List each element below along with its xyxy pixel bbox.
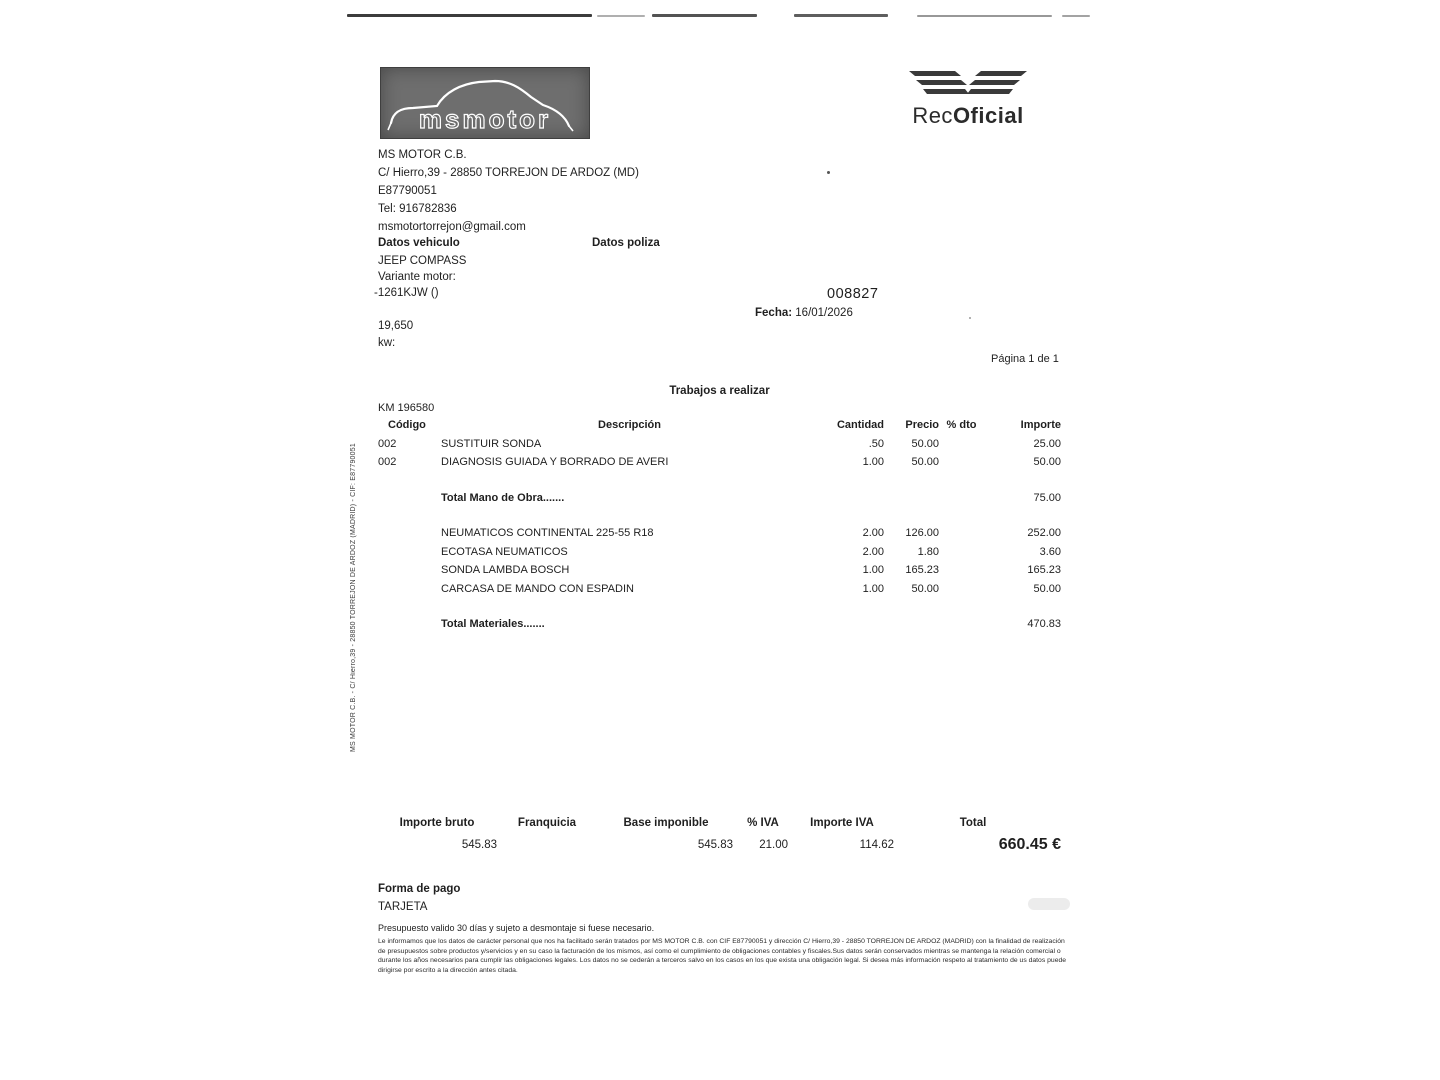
- work-section-title: Trabajos a realizar: [669, 385, 770, 397]
- cell-code: 002: [378, 437, 397, 450]
- payment-method-value: TARJETA: [378, 901, 428, 913]
- cell-desc: NEUMATICOS CONTINENTAL 225-55 R18: [441, 527, 654, 539]
- vertical-margin-text: MS MOTOR C.B. - C/ Hierro,39 - 28850 TORREJON DE ARDOZ (MADRID) - CIF: E87790051: [350, 443, 357, 752]
- col-header-code: Código: [388, 419, 426, 431]
- table-header-row: [378, 419, 1061, 438]
- vat-amount-label: Importe IVA: [810, 817, 874, 829]
- labor-total-label: Total Mano de Obra.......: [441, 491, 565, 504]
- brand-oficial: Oficial: [952, 103, 1024, 128]
- cell-desc: SUSTITUIR SONDA: [441, 437, 542, 450]
- msmotor-logo: [380, 67, 590, 139]
- policy-section-label: Datos poliza: [592, 237, 660, 249]
- cell-amount: 165.23: [1027, 564, 1061, 576]
- materials-total-label: Total Materiales.......: [441, 618, 545, 630]
- total-label: Total: [959, 817, 987, 829]
- recoficial-brand: [898, 68, 1038, 129]
- cell-amount: 252.00: [1027, 527, 1061, 539]
- cell-price: 126.00: [905, 527, 939, 539]
- company-name: MS MOTOR C.B.: [378, 149, 467, 161]
- col-header-dto: % dto: [946, 419, 977, 431]
- company-block: [378, 146, 639, 236]
- payment-method-label: Forma de pago: [378, 883, 461, 895]
- col-header-price: Precio: [905, 419, 939, 431]
- cell-price: 50.00: [911, 437, 939, 450]
- base-label: Base imponible: [623, 817, 709, 829]
- table-row: [378, 546, 1061, 565]
- cell-qty: 1.00: [862, 456, 884, 468]
- legal-text: [378, 937, 1070, 975]
- cell-qty: 1.00: [862, 564, 884, 576]
- cell-desc: ECOTASA NEUMATICOS: [441, 545, 568, 558]
- cell-amount: 25.00: [1033, 437, 1061, 450]
- vehicle-section-label: Datos vehiculo: [378, 237, 460, 249]
- company-cif: E87790051: [378, 185, 437, 197]
- car-silhouette-icon: [381, 68, 589, 138]
- brand-rec: Rec: [912, 103, 953, 128]
- odometer-km: KM 196580: [378, 402, 435, 414]
- vat-pct-label: % IVA: [747, 817, 779, 829]
- engine-variant-label: Variante motor:: [378, 271, 456, 283]
- labor-total-value: 75.00: [1033, 491, 1061, 504]
- page-indicator: Página 1 de 1: [991, 353, 1059, 365]
- vehicle-extra-value: 19,650: [378, 320, 414, 332]
- cell-price: 1.80: [917, 545, 939, 558]
- company-phone: Tel: 916782836: [378, 203, 457, 215]
- cell-price: 50.00: [911, 456, 939, 468]
- base-value: 545.83: [697, 839, 733, 851]
- legal-line: durante los años necesarios para cumplir las obligaciones legales. Los datos no se cederán a terceros salvo en los casos en los que exista una obligación legal. Si desea más información respeto al tratamiento de us datos puede: [378, 957, 1067, 965]
- cell-desc: SONDA LAMBDA BOSCH: [441, 564, 570, 576]
- cell-qty: 2.00: [862, 545, 884, 558]
- table-row: [378, 527, 1061, 546]
- cell-qty: .50: [868, 437, 884, 450]
- table-row: [378, 564, 1061, 583]
- scan-speck: [827, 171, 830, 174]
- company-address: C/ Hierro,39 - 28850 TORREJON DE ARDOZ (MD): [378, 167, 639, 179]
- table-row: [378, 438, 1061, 457]
- col-header-desc: Descripción: [598, 419, 661, 431]
- date-label: Fecha:: [755, 307, 793, 319]
- vehicle-model: JEEP COMPASS: [378, 255, 467, 267]
- cell-qty: 2.00: [862, 527, 884, 539]
- vat-amount-value: 114.62: [859, 839, 894, 851]
- cell-desc: DIAGNOSIS GUIADA Y BORRADO DE AVERI: [441, 456, 669, 468]
- table-row: [378, 583, 1061, 602]
- cell-desc: CARCASA DE MANDO CON ESPADIN: [441, 582, 634, 595]
- materials-total-row: [378, 618, 1061, 637]
- col-header-qty: Cantidad: [836, 419, 884, 431]
- scan-smudge: [1028, 898, 1070, 910]
- vat-pct-value: 21.00: [759, 839, 788, 851]
- table-row: [378, 456, 1061, 475]
- cell-amount: 50.00: [1033, 582, 1061, 595]
- cell-price: 165.23: [905, 564, 939, 576]
- gross-value: 545.83: [461, 839, 497, 851]
- col-header-amount: Importe: [1020, 419, 1061, 431]
- cell-amount: 3.60: [1039, 545, 1061, 558]
- cell-amount: 50.00: [1033, 456, 1061, 468]
- validity-note: Presupuesto valido 30 días y sujeto a desmontaje si fuese necesario.: [378, 923, 655, 933]
- legal-line: Le informamos que los datos de carácter personal que nos ha facilitado serán tratados por MS MOTOR C.B. con CIF E87790051 y dirección C/ Hierro,39 - 28850 TORREJON DE ARDOZ (MADRID) con la finalidad de realización: [378, 938, 1065, 945]
- document-number: 008827: [827, 286, 879, 302]
- legal-line: de presupuestos sobre productos y/servicios y en su caso la facturación de los mismos, así como el cumplimiento de obligaciones contables y fiscales.Sus datos serán conservados mientras se mantenga la relación comercial o: [378, 947, 1061, 955]
- cell-qty: 1.00: [862, 582, 884, 595]
- grand-total-value: 660.45 €: [998, 836, 1061, 853]
- labor-total-row: [378, 492, 1061, 511]
- date-value: 16/01/2026: [795, 307, 853, 319]
- work-table: [378, 419, 1061, 637]
- cell-code: 002: [378, 456, 397, 468]
- legal-line: dirigirse por escrito a la dirección antes citada.: [378, 966, 518, 974]
- logo-wordmark: msmotor: [418, 104, 552, 134]
- date-line: [755, 307, 853, 319]
- vehicle-plate: -1261KJW (): [374, 287, 439, 299]
- brand-wordmark: [898, 103, 1038, 129]
- materials-total-value: 470.83: [1027, 618, 1061, 630]
- company-email: msmotortorrejon@gmail.com: [378, 221, 526, 233]
- cell-price: 50.00: [911, 582, 939, 595]
- scan-speck: [969, 317, 971, 319]
- kw-label: kw:: [378, 337, 396, 349]
- gross-label: Importe bruto: [399, 817, 475, 829]
- wings-icon: [901, 68, 1035, 100]
- franchise-label: Franquicia: [517, 817, 577, 829]
